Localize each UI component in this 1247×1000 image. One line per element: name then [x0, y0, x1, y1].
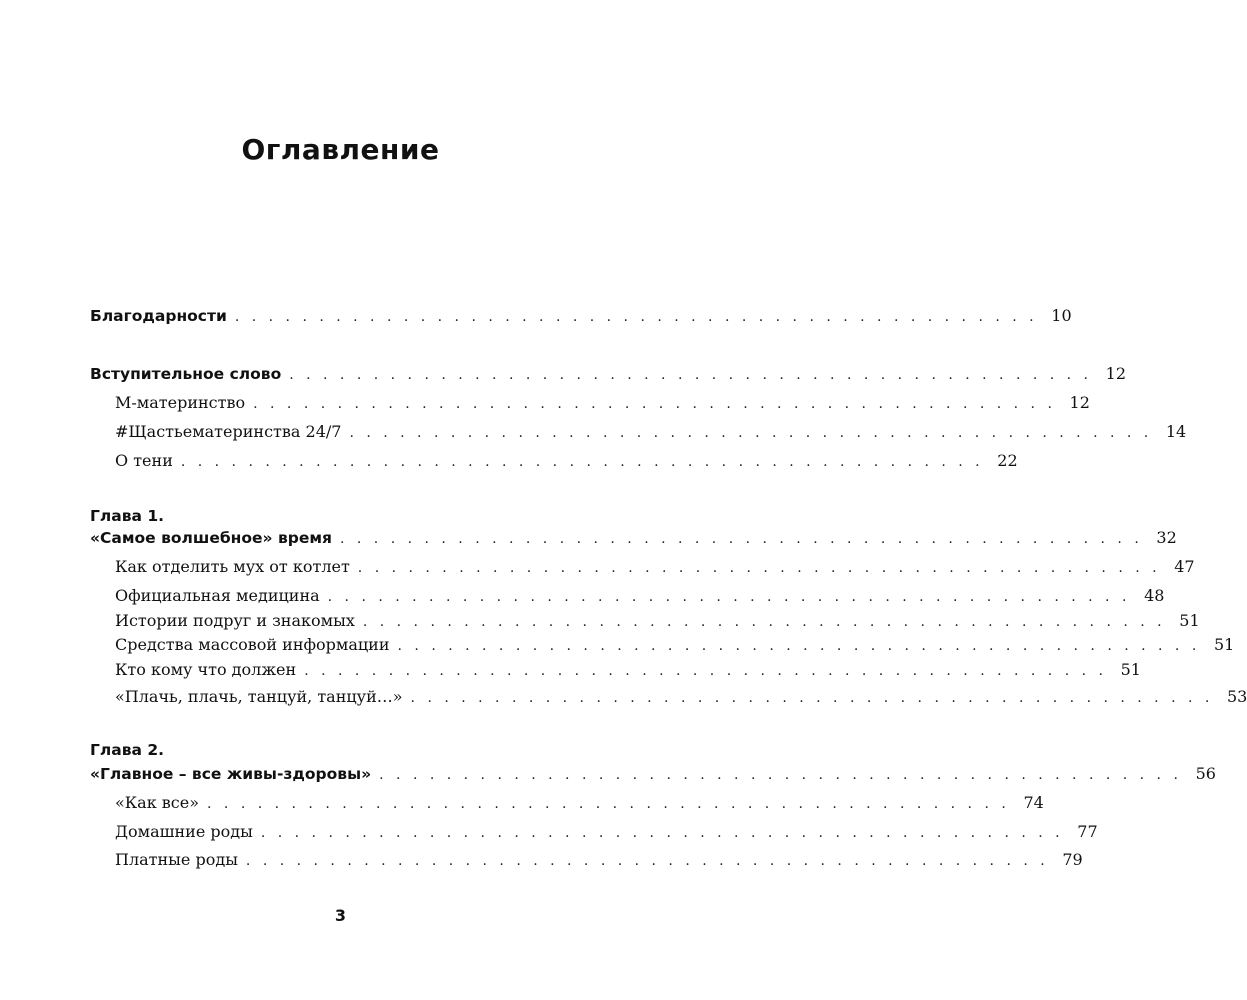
page-number: 3 [334, 906, 347, 925]
toc-subentry[interactable] [115, 422, 1187, 448]
toc-entry-label: Домашние роды [115, 822, 253, 841]
toc-entry-label: «Самое волшебное» время [90, 529, 332, 547]
toc-page-number: 77 [1077, 822, 1098, 841]
dot-leader: . . . . . . . . . . . . . . . . . . . . . . . . . . . . . . . . . . . . . . . . . . . . . . . . [410, 690, 1214, 706]
toc-entry-label: Как отделить мух от котлет [115, 557, 350, 576]
dot-leader: . . . . . . . . . . . . . . . . . . . . . . . . . . . . . . . . . . . . . . . . . . . . . . . . [289, 367, 1093, 383]
toc-page-number: 47 [1174, 557, 1195, 576]
dot-leader: . . . . . . . . . . . . . . . . . . . . . . . . . . . . . . . . . . . . . . . . . . . . . . . . [245, 853, 1049, 869]
toc-subentry[interactable] [115, 557, 1195, 583]
toc-subentry[interactable] [115, 850, 1083, 876]
toc-subentry[interactable] [115, 451, 1018, 477]
toc-page-number: 22 [997, 451, 1018, 470]
dot-leader: . . . . . . . . . . . . . . . . . . . . . . . . . . . . . . . . . . . . . . . . . . . . . . . . [362, 614, 1166, 630]
toc-entry-chapter-1[interactable] [90, 528, 1177, 554]
toc-entry-chapter-2[interactable] [90, 764, 1216, 790]
toc-entry-label: #Щастьематеринства 24/7 [115, 422, 342, 441]
toc-entry-intro[interactable] [90, 364, 1127, 390]
toc-entry-label: О тени [115, 451, 173, 470]
page-title: Оглавление [241, 133, 440, 166]
dot-leader: . . . . . . . . . . . . . . . . . . . . . . . . . . . . . . . . . . . . . . . . . . . . . . . . [207, 796, 1010, 812]
dot-leader: . . . . . . . . . . . . . . . . . . . . . . . . . . . . . . . . . . . . . . . . . . . . . . . . [349, 425, 1153, 441]
dot-leader: . . . . . . . . . . . . . . . . . . . . . . . . . . . . . . . . . . . . . . . . . . . . . . . . [340, 531, 1143, 547]
toc-subentry[interactable] [115, 611, 1200, 637]
dot-leader: . . . . . . . . . . . . . . . . . . . . . . . . . . . . . . . . . . . . . . . . . . . . . . . . [379, 767, 1182, 783]
toc-entry-label: Кто кому что должен [115, 660, 297, 679]
dot-leader: . . . . . . . . . . . . . . . . . . . . . . . . . . . . . . . . . . . . . . . . . . . . . . . . [234, 309, 1038, 325]
dot-leader: . . . . . . . . . . . . . . . . . . . . . . . . . . . . . . . . . . . . . . . . . . . . . . . . [304, 663, 1107, 679]
toc-subentry[interactable] [115, 660, 1141, 686]
toc-page-number: 48 [1144, 586, 1165, 605]
toc-page-number: 51 [1179, 611, 1200, 630]
chapter-number: Глава 2. [90, 741, 165, 759]
dot-leader: . . . . . . . . . . . . . . . . . . . . . . . . . . . . . . . . . . . . . . . . . . . . . . . . [180, 454, 984, 470]
toc-page-number: 53 [1226, 687, 1247, 706]
toc-subentry[interactable] [115, 393, 1090, 419]
dot-leader: . . . . . . . . . . . . . . . . . . . . . . . . . . . . . . . . . . . . . . . . . . . . . . . . [397, 638, 1201, 654]
toc-page-number: 10 [1051, 306, 1072, 325]
toc-subentry[interactable] [115, 793, 1044, 819]
toc-entry-label: Вступительное слово [90, 365, 282, 383]
toc-page-number: 51 [1120, 660, 1141, 679]
dot-leader: . . . . . . . . . . . . . . . . . . . . . . . . . . . . . . . . . . . . . . . . . . . . . . . . [327, 589, 1131, 605]
toc-subentry[interactable] [115, 822, 1098, 848]
toc-entry-label: «Плачь, плачь, танцуй, танцуй…» [115, 687, 403, 706]
toc-entry-label: Благодарности [90, 307, 227, 325]
toc-page-number: 14 [1165, 422, 1187, 441]
toc-page-number: 74 [1023, 793, 1044, 812]
toc-entry-acknowledgements[interactable] [90, 306, 1072, 332]
toc-entry-label: Платные роды [115, 850, 238, 869]
toc-entry-label: «Как все» [115, 793, 200, 812]
toc-entry-label: Средства массовой информации [115, 635, 390, 654]
toc-entry-label: Истории подруг и знакомых [115, 611, 355, 630]
toc-page-number: 51 [1213, 635, 1235, 654]
toc-entry-label: Официальная медицина [115, 586, 320, 605]
toc-page-number: 56 [1195, 764, 1216, 783]
toc-subentry[interactable] [115, 586, 1165, 612]
chapter-number: Глава 1. [90, 507, 165, 525]
toc-page-number: 79 [1062, 850, 1083, 869]
toc-page-number: 12 [1105, 364, 1127, 383]
toc-entry-label: «Главное – все живы-здоровы» [90, 765, 372, 783]
toc-entry-label: М-материнство [115, 393, 246, 412]
toc-page-number: 12 [1069, 393, 1090, 412]
dot-leader: . . . . . . . . . . . . . . . . . . . . . . . . . . . . . . . . . . . . . . . . . . . . . . . . [253, 396, 1056, 412]
toc-subentry[interactable] [115, 635, 1235, 661]
toc-page-number: 32 [1156, 528, 1177, 547]
dot-leader: . . . . . . . . . . . . . . . . . . . . . . . . . . . . . . . . . . . . . . . . . . . . . . . . [357, 560, 1161, 576]
dot-leader: . . . . . . . . . . . . . . . . . . . . . . . . . . . . . . . . . . . . . . . . . . . . . . . . [260, 825, 1064, 841]
toc-subentry[interactable] [115, 687, 1247, 713]
